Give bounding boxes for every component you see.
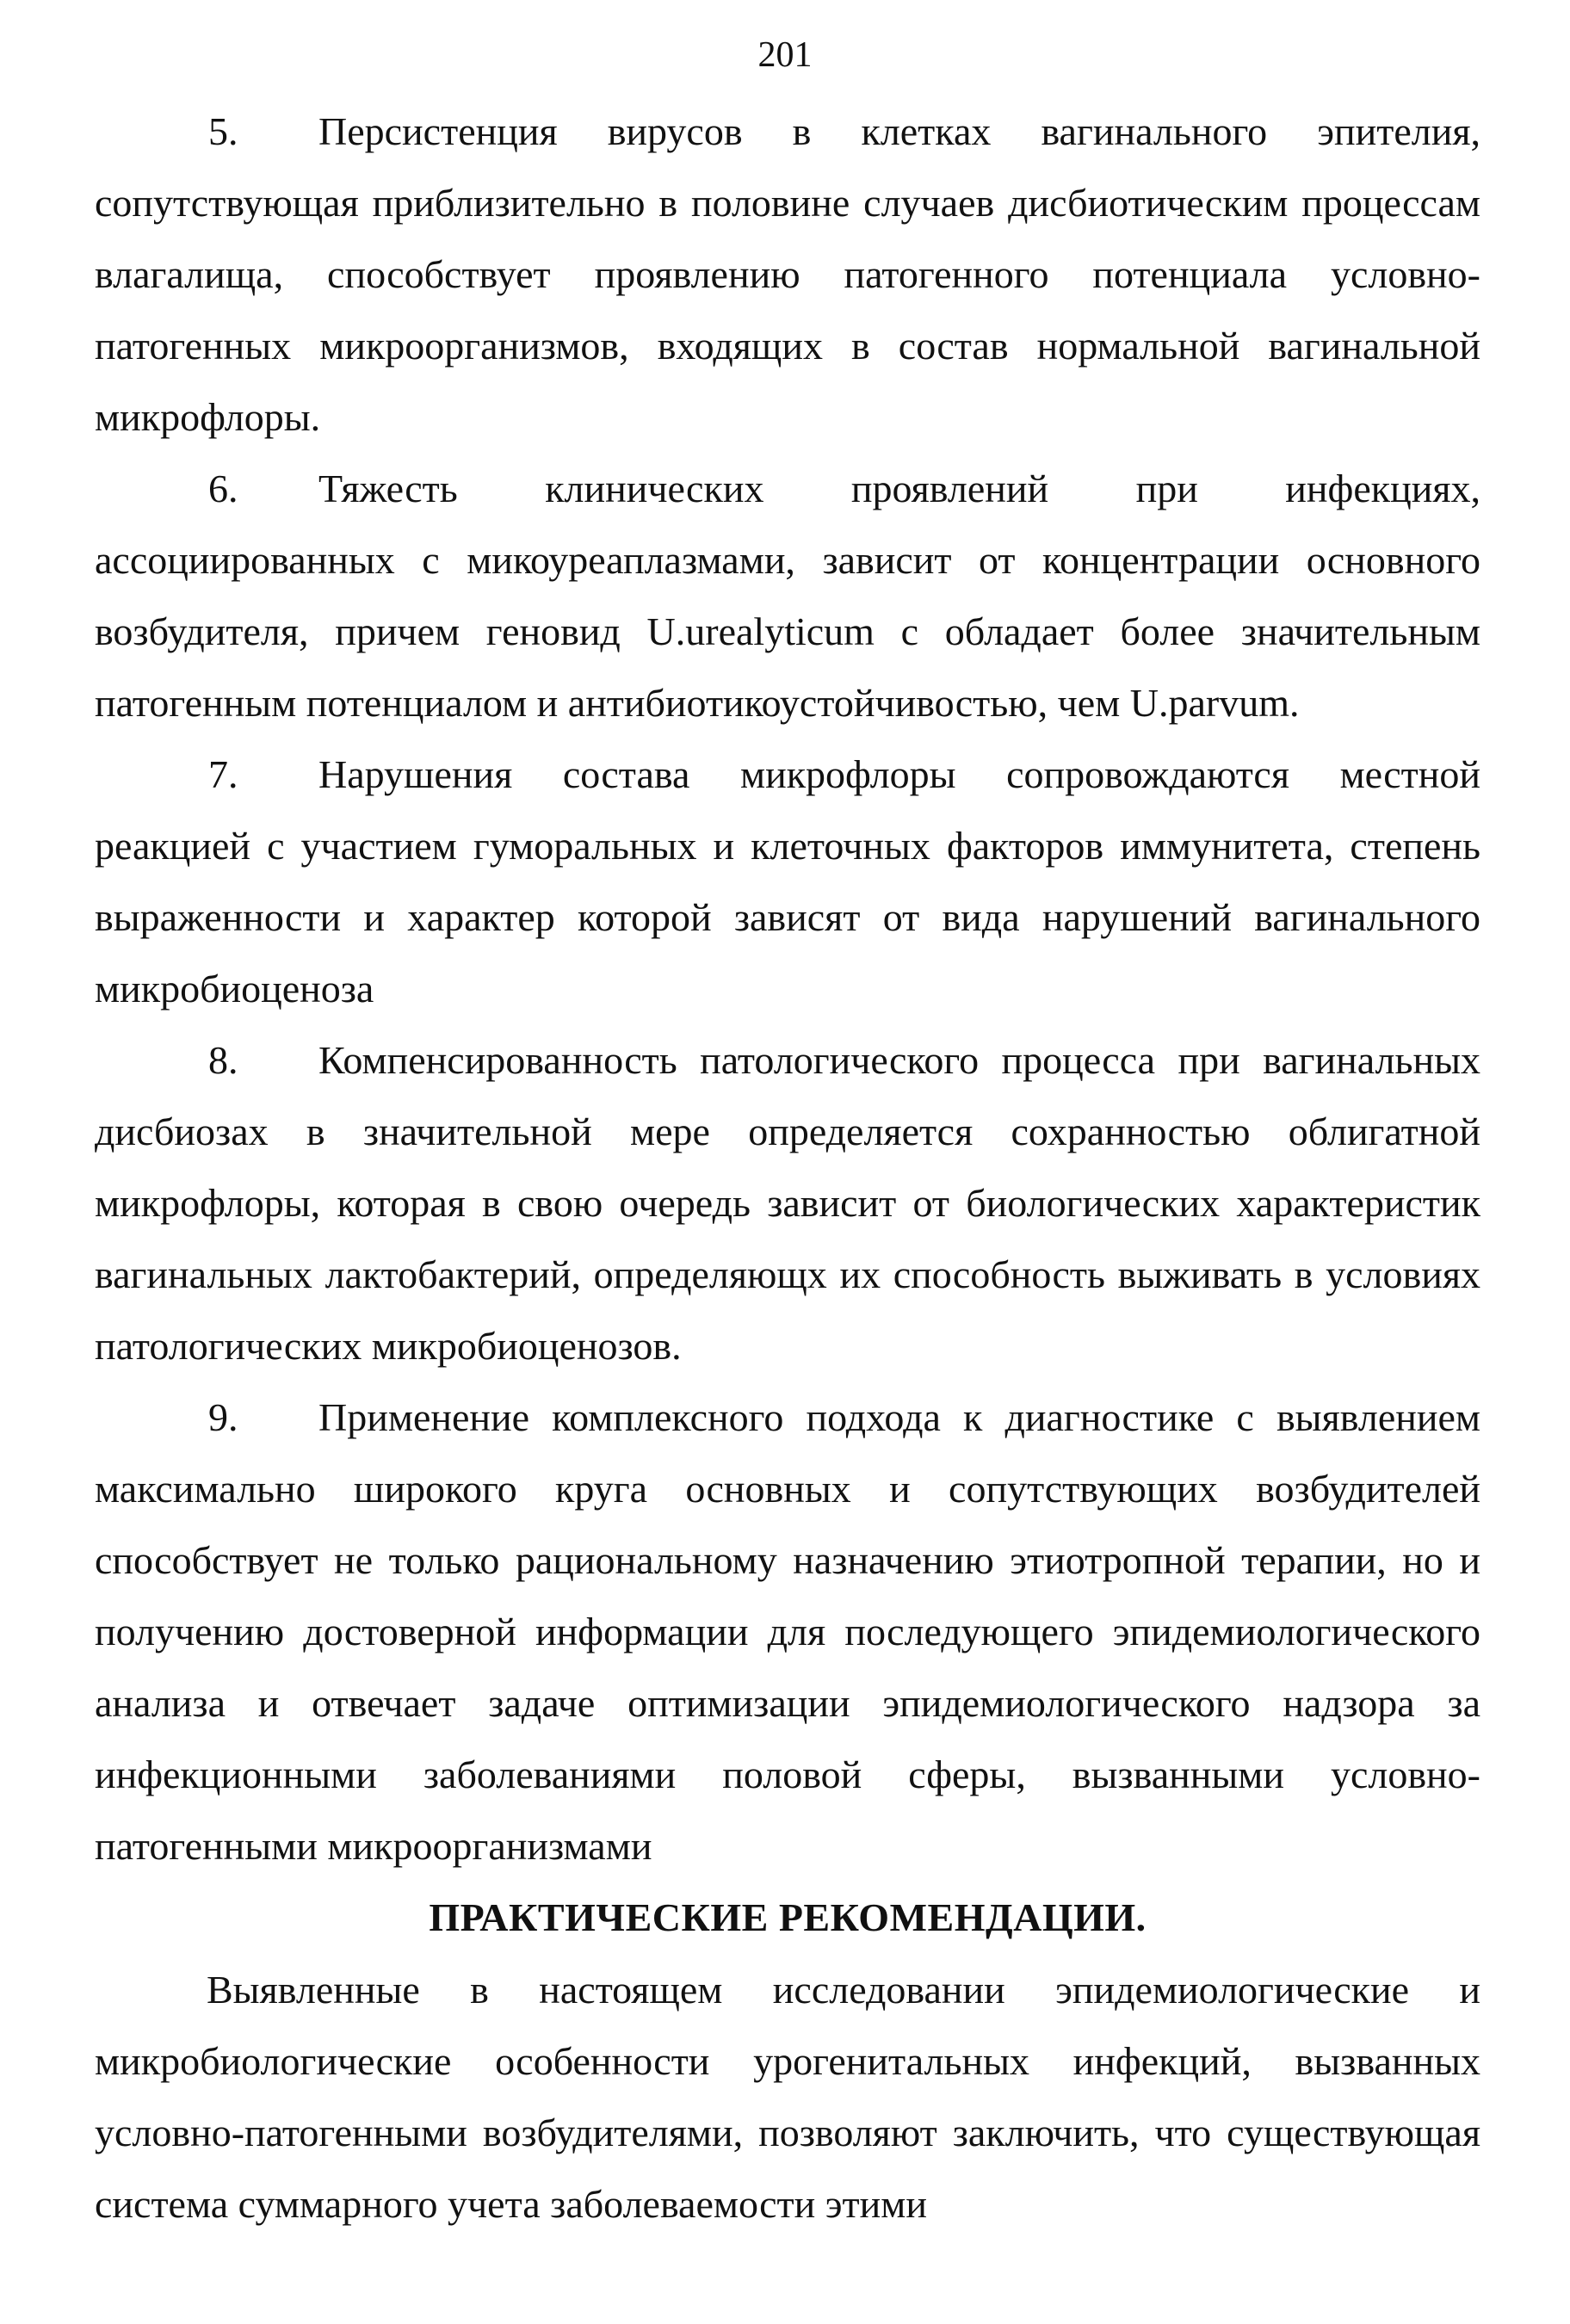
conclusion-item — [95, 739, 1480, 1024]
recommendation-paragraph: Выявленные в настоящем исследовании эпидемиологические и микробиологические особенности урогенитальных инфекций, вызванных условно-патогенными возбудителями, позволяют заключить, что существующая система суммарного учета заболеваемости этими — [95, 1968, 1480, 2226]
page-number: 201 — [757, 35, 813, 75]
conclusion-item — [95, 96, 1480, 453]
conclusion-item — [95, 453, 1480, 739]
conclusion-text: Применение комплексного подхода к диагностике с выявлением максимально широкого круга основных и сопутствующих возбудителей способствует не только рациональному назначению этиотропной терапии, но и получению достоверной информации для последующего эпидемиологического анализа и отвечает задаче оптимизации эпидемиологического надзора за инфекционными заболеваниями половой сферы, вызванными условно-патогенными микроорганизмами — [95, 1395, 1480, 1868]
conclusion-item — [95, 1024, 1480, 1381]
conclusion-number: 6. — [208, 467, 238, 510]
conclusion-number: 8. — [208, 1038, 238, 1082]
conclusion-number: 5. — [208, 109, 238, 153]
section-heading: ПРАКТИЧЕСКИЕ РЕКОМЕНДАЦИИ. — [429, 1895, 1147, 1939]
conclusion-text: Нарушения состава микрофлоры сопровождаются местной реакцией с участием гуморальных и клеточных факторов иммунитета, степень выраженности и характер которой зависят от вида нарушений вагинального микробиоценоза — [95, 752, 1480, 1011]
conclusion-text: Тяжесть клинических проявлений при инфекциях, ассоциированных с микоуреаплазмами, зависит от концентрации основного возбудителя, причем геновид U.urealyticum с обладает более значительным патогенным потенциалом и антибиотикоустойчивостью, чем U.parvum. — [95, 467, 1480, 725]
conclusion-number: 7. — [208, 752, 238, 796]
conclusion-item — [95, 1381, 1480, 1882]
document-body — [95, 96, 1480, 2240]
conclusion-text: Компенсированность патологического процесса при вагинальных дисбиозах в значительной мере определяется сохранностью облигатной микрофлоры, которая в свою очередь зависит от биологических характеристик вагинальных лактобактерий, определяющх их способность выживать в условиях патологических микробиоценозов. — [95, 1038, 1480, 1368]
conclusion-number: 9. — [208, 1395, 238, 1439]
conclusion-text: Персистенция вирусов в клетках вагинального эпителия, сопутствующая приблизительно в половине случаев дисбиотическим процессам влагалища, способствует проявлению патогенного потенциала условно-патогенных микроорганизмов, входящих в состав нормальной вагинальной микрофлоры. — [95, 109, 1480, 439]
